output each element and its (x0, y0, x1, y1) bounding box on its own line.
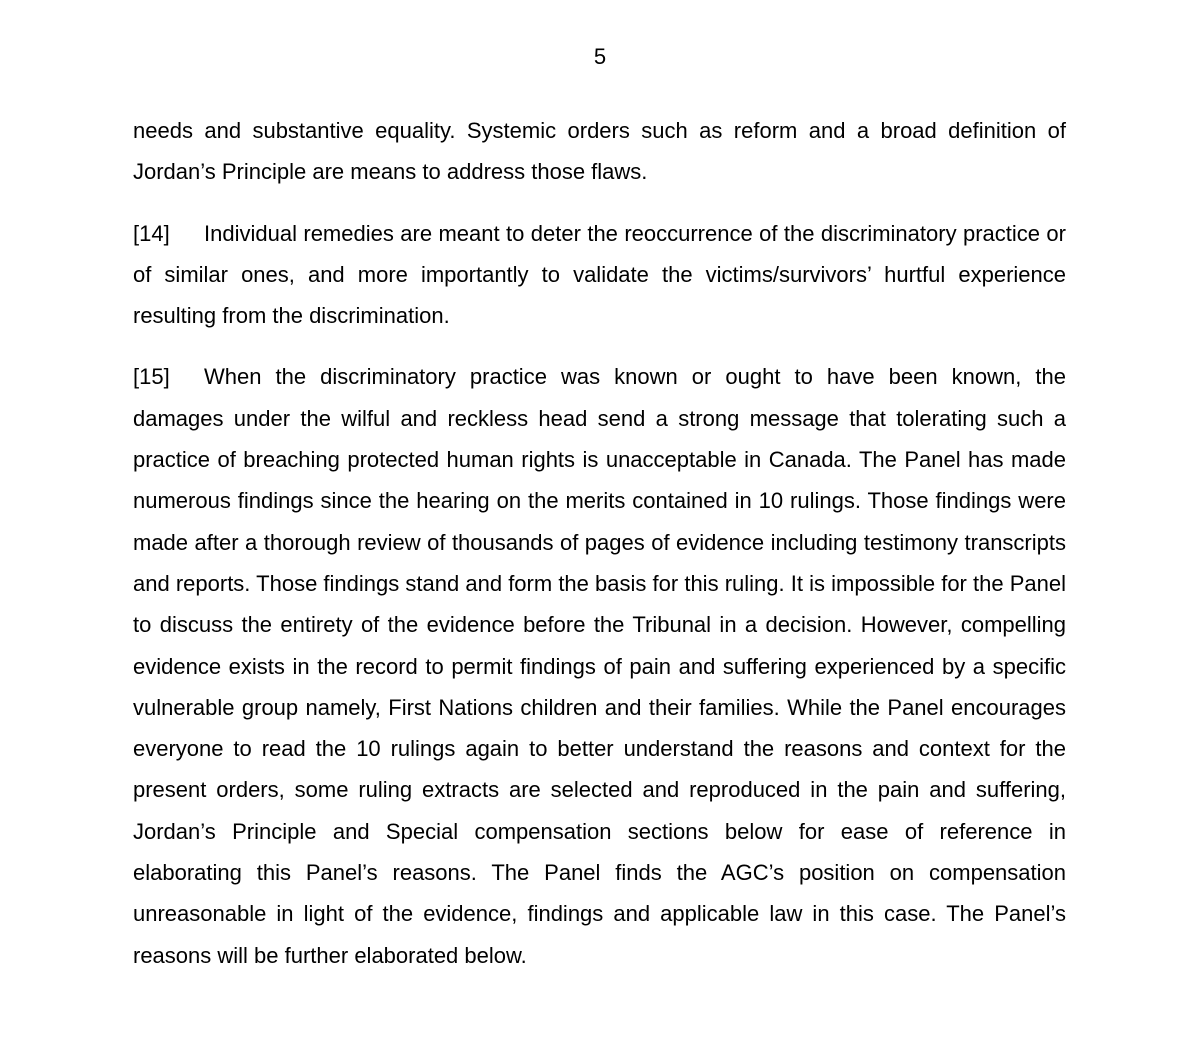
paragraph-text: Individual remedies are meant to deter the reoccurrence of the discriminatory practice or of similar ones, and more importantly to validate the victims/survivors’ hurtful experience resulting from the discrimination. (133, 220, 1066, 329)
paragraph-text: needs and substantive equality. Systemic orders such as reform and a broad definition of Jordan’s Principle are means to address those flaws. (133, 118, 1066, 185)
paragraph-text: When the discriminatory practice was known or ought to have been known, the damages under the wilful and reckless head send a strong message that tolerating such a practice of breaching protected human rights is unacceptable in Canada. The Panel has made numerous findings since the hearing on the merits contained in 10 rulings. Those findings were made after a thorough review of thousands of pages of evidence including testimony transcripts and reports. Those findings stand and form the basis for this ruling. It is impossible for the Panel to discuss the entirety of the evidence before the Tribunal in a decision. However, compelling evidence exists in the record to permit findings of pain and suffering experienced by a specific vulnerable group namely, First Nations children and their families. While the Panel encourages everyone to read the 10 rulings again to better understand the reasons and context for the present orders, some ruling extracts are selected and reproduced in the pain and suffering, Jordan’s Principle and Special compensation sections below for ease of reference in elaborating this Panel’s reasons. The Panel finds the AGC’s position on compensation unreasonable in light of the evidence, findings and applicable law in this case. The Panel’s reasons will be further elaborated below. (133, 364, 1066, 968)
paragraph-number: [14] (133, 220, 170, 246)
paragraph-continued (133, 110, 1066, 193)
document-body (133, 110, 1066, 976)
page-number: 5 (593, 44, 607, 69)
paragraph-number: [15] (133, 364, 170, 390)
paragraph-15 (133, 356, 1066, 975)
paragraph-14 (133, 213, 1066, 337)
